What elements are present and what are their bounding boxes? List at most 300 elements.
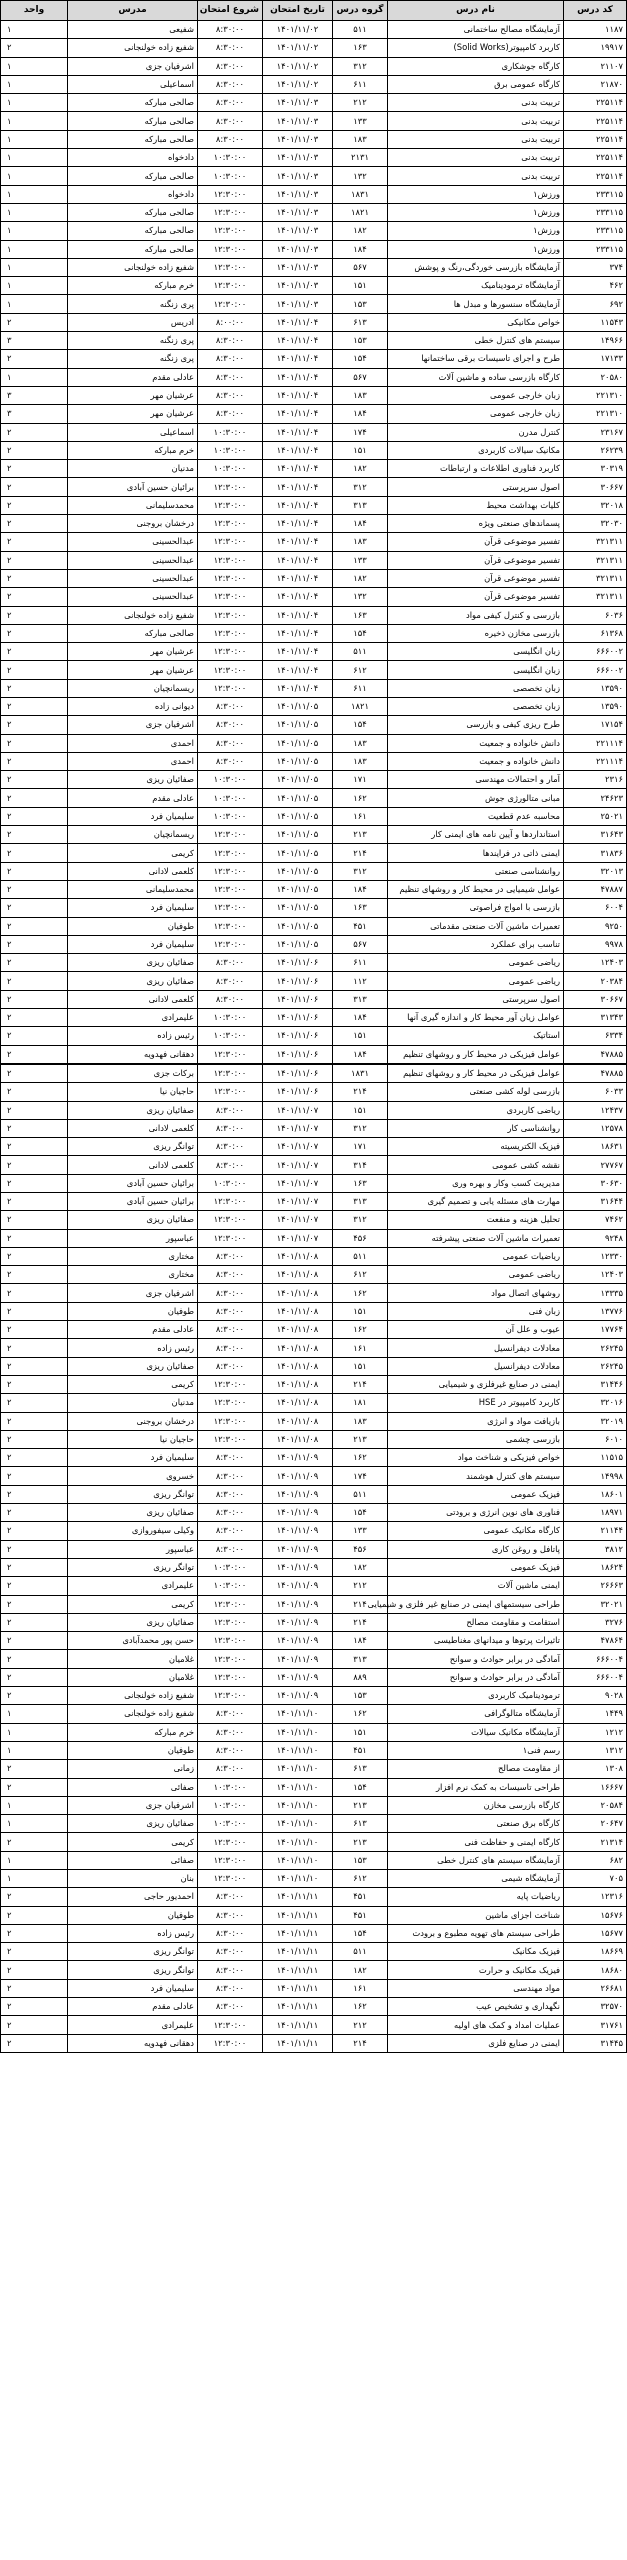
- exam-date-cell: ۱۴۰۱/۱۱/۰۸: [263, 1412, 333, 1430]
- unit-cell: ۱: [1, 1815, 68, 1833]
- teacher-cell: عادلی مقدم: [68, 368, 198, 386]
- course-group-cell: ۲۱۴: [333, 1595, 388, 1613]
- course-name-cell: نقشه کشی عمومی: [388, 1156, 564, 1174]
- unit-cell: ۲: [1, 1138, 68, 1156]
- teacher-cell: حاجیان نیا: [68, 1083, 198, 1101]
- unit-cell: ۱: [1, 130, 68, 148]
- teacher-cell: توانگر ریزی: [68, 1485, 198, 1503]
- course-group-cell: ۳۱۴: [333, 1156, 388, 1174]
- header-exam-date: تاریخ امتحان: [263, 1, 333, 21]
- exam-start-cell: ۱۲:۳۰:۰۰: [198, 1851, 263, 1869]
- course-code-cell: ۱۴۹۶۶: [564, 332, 627, 350]
- course-group-cell: ۱۵۳: [333, 1851, 388, 1869]
- exam-start-cell: ۸:۳۰:۰۰: [198, 1540, 263, 1558]
- unit-cell: ۱: [1, 1741, 68, 1759]
- unit-cell: ۲: [1, 1687, 68, 1705]
- course-code-cell: ۹۲۴۸: [564, 1229, 627, 1247]
- table-row: [1, 478, 627, 496]
- unit-cell: ۲: [1, 1211, 68, 1229]
- course-group-cell: ۱۷۱: [333, 1138, 388, 1156]
- teacher-cell: توانگر ریزی: [68, 1558, 198, 1576]
- header-unit: واحد: [1, 1, 68, 21]
- teacher-cell: کلعمی لادانی: [68, 1119, 198, 1137]
- course-name-cell: تفسیر موضوعی قرآن: [388, 551, 564, 569]
- course-group-cell: ۴۵۱: [333, 1741, 388, 1759]
- course-group-cell: ۱۶۳: [333, 39, 388, 57]
- exam-start-cell: ۸:۳۰:۰۰: [198, 972, 263, 990]
- teacher-cell: دهقانی فهدویه: [68, 2034, 198, 2052]
- exam-start-cell: ۱۰:۳۰:۰۰: [198, 1815, 263, 1833]
- table-row: [1, 1705, 627, 1723]
- exam-date-cell: ۱۴۰۱/۱۱/۰۸: [263, 1302, 333, 1320]
- exam-start-cell: ۱۲:۳۰:۰۰: [198, 496, 263, 514]
- course-name-cell: روشهای اتصال مواد: [388, 1284, 564, 1302]
- exam-date-cell: ۱۴۰۱/۱۱/۰۳: [263, 167, 333, 185]
- unit-cell: ۲: [1, 643, 68, 661]
- unit-cell: ۲: [1, 313, 68, 331]
- teacher-cell: کریمی: [68, 1375, 198, 1393]
- unit-cell: ۲: [1, 917, 68, 935]
- teacher-cell: بنان: [68, 1869, 198, 1887]
- course-code-cell: ۶۶۶۰۰۴: [564, 1650, 627, 1668]
- course-code-cell: ۲۷۷۶۷: [564, 1156, 627, 1174]
- course-code-cell: ۱۳۵۹۰: [564, 697, 627, 715]
- exam-start-cell: ۸:۳۰:۰۰: [198, 752, 263, 770]
- header-course-code: کد درس: [564, 1, 627, 21]
- exam-date-cell: ۱۴۰۱/۱۱/۱۰: [263, 1705, 333, 1723]
- course-group-cell: ۲۱۴: [333, 844, 388, 862]
- unit-cell: ۲: [1, 533, 68, 551]
- header-exam-start: شروع امتحان: [198, 1, 263, 21]
- teacher-cell: شفیع زاده خولنجانی: [68, 1687, 198, 1705]
- table-row: [1, 1668, 627, 1686]
- course-group-cell: ۱۶۱: [333, 807, 388, 825]
- course-name-cell: معادلات دیفرانسیل: [388, 1339, 564, 1357]
- exam-date-cell: ۱۴۰۱/۱۱/۰۴: [263, 624, 333, 642]
- exam-date-cell: ۱۴۰۱/۱۱/۰۴: [263, 606, 333, 624]
- table-row: [1, 1156, 627, 1174]
- course-group-cell: ۶۱۱: [333, 954, 388, 972]
- course-code-cell: ۱۲۳۱۶: [564, 1888, 627, 1906]
- table-row: [1, 1833, 627, 1851]
- exam-start-cell: ۱۲:۳۰:۰۰: [198, 185, 263, 203]
- course-name-cell: بازرسی لوله کشی صنعتی: [388, 1083, 564, 1101]
- course-group-cell: ۱۸۴: [333, 1632, 388, 1650]
- course-code-cell: ۳۰۶۳۰: [564, 1174, 627, 1192]
- course-name-cell: آمار و احتمالات مهندسی: [388, 771, 564, 789]
- exam-start-cell: ۱۰:۳۰:۰۰: [198, 441, 263, 459]
- course-name-cell: تربیت بدنی: [388, 112, 564, 130]
- exam-date-cell: ۱۴۰۱/۱۱/۰۹: [263, 1632, 333, 1650]
- unit-cell: ۲: [1, 1156, 68, 1174]
- course-name-cell: طراحی سیستم های تهویه مطبوع و برودت: [388, 1924, 564, 1942]
- teacher-cell: علیمرادی: [68, 2016, 198, 2034]
- exam-start-cell: ۸:۳۰:۰۰: [198, 1504, 263, 1522]
- exam-date-cell: ۱۴۰۱/۱۱/۰۶: [263, 954, 333, 972]
- course-code-cell: ۱۳۱۲: [564, 1741, 627, 1759]
- table-row: [1, 1138, 627, 1156]
- course-name-cell: بازرسی مخازن ذخیره: [388, 624, 564, 642]
- teacher-cell: وکیلی سیفوروازی: [68, 1522, 198, 1540]
- course-code-cell: ۲۶۲۴۵: [564, 1339, 627, 1357]
- exam-date-cell: ۱۴۰۱/۱۱/۰۷: [263, 1138, 333, 1156]
- exam-start-cell: ۸:۳۰:۰۰: [198, 112, 263, 130]
- course-name-cell: کاربرد فناوری اطلاعات و ارتباطات: [388, 460, 564, 478]
- course-code-cell: ۶۶۶۰۰۲: [564, 661, 627, 679]
- unit-cell: ۲: [1, 1412, 68, 1430]
- course-code-cell: ۶۶۶۰۰۴: [564, 1668, 627, 1686]
- course-name-cell: سیستم های کنترل خطی: [388, 332, 564, 350]
- unit-cell: ۱: [1, 295, 68, 313]
- course-group-cell: ۲۱۳: [333, 1430, 388, 1448]
- course-code-cell: ۲۲۱۳۱۰: [564, 386, 627, 404]
- course-name-cell: ایمنی در صنایع غیرفلزی و شیمیایی: [388, 1375, 564, 1393]
- teacher-cell: اسماعیلی: [68, 75, 198, 93]
- table-row: [1, 332, 627, 350]
- unit-cell: ۱: [1, 167, 68, 185]
- table-row: [1, 1851, 627, 1869]
- table-row: [1, 149, 627, 167]
- exam-date-cell: ۱۴۰۱/۱۱/۰۴: [263, 661, 333, 679]
- unit-cell: ۲: [1, 844, 68, 862]
- exam-date-cell: ۱۴۰۱/۱۱/۱۰: [263, 1869, 333, 1887]
- table-row: [1, 258, 627, 276]
- teacher-cell: برائیان حسین آبادی: [68, 1174, 198, 1192]
- course-code-cell: ۲۳۳۱۱۵: [564, 222, 627, 240]
- teacher-cell: شفیع زاده خولنجانی: [68, 1705, 198, 1723]
- course-group-cell: ۱۵۱: [333, 1027, 388, 1045]
- course-code-cell: ۱۴۴۹: [564, 1705, 627, 1723]
- unit-cell: ۲: [1, 569, 68, 587]
- course-group-cell: ۱۵۴: [333, 624, 388, 642]
- exam-date-cell: ۱۴۰۱/۱۱/۰۴: [263, 386, 333, 404]
- unit-cell: ۲: [1, 1577, 68, 1595]
- unit-cell: ۲: [1, 1558, 68, 1576]
- table-row: [1, 1430, 627, 1448]
- exam-start-cell: ۱۰:۳۰:۰۰: [198, 789, 263, 807]
- unit-cell: ۲: [1, 1504, 68, 1522]
- unit-cell: ۲: [1, 496, 68, 514]
- table-row: [1, 405, 627, 423]
- course-code-cell: ۱۸۶۲۴: [564, 1558, 627, 1576]
- course-name-cell: طرح ریزی کیفی و بازرسی: [388, 716, 564, 734]
- table-row: [1, 624, 627, 642]
- course-code-cell: ۱۲۵۷۸: [564, 1119, 627, 1137]
- course-group-cell: ۶۱۳: [333, 313, 388, 331]
- course-group-cell: ۱۸۴: [333, 240, 388, 258]
- course-code-cell: ۲۶۶۶۳: [564, 1577, 627, 1595]
- course-code-cell: ۶۹۲: [564, 295, 627, 313]
- course-code-cell: ۲۰۳۸۴: [564, 972, 627, 990]
- table-row: [1, 1943, 627, 1961]
- exam-date-cell: ۱۴۰۱/۱۱/۰۳: [263, 222, 333, 240]
- exam-start-cell: ۱۲:۳۰:۰۰: [198, 1229, 263, 1247]
- teacher-cell: پری زنگنه: [68, 332, 198, 350]
- unit-cell: ۲: [1, 1009, 68, 1027]
- table-row: [1, 2016, 627, 2034]
- unit-cell: ۲: [1, 515, 68, 533]
- course-name-cell: ورزش۱: [388, 222, 564, 240]
- table-row: [1, 2034, 627, 2052]
- course-name-cell: آمادگی در برابر حوادث و سوانح: [388, 1668, 564, 1686]
- course-group-cell: ۶۱۲: [333, 661, 388, 679]
- table-row: [1, 1357, 627, 1375]
- table-row: [1, 1412, 627, 1430]
- table-row: [1, 1778, 627, 1796]
- course-group-cell: ۴۵۶: [333, 1229, 388, 1247]
- exam-start-cell: ۸:۳۰:۰۰: [198, 39, 263, 57]
- table-row: [1, 460, 627, 478]
- course-group-cell: ۴۵۱: [333, 917, 388, 935]
- unit-cell: ۲: [1, 826, 68, 844]
- course-name-cell: بازرسی با امواج فراصوتی: [388, 899, 564, 917]
- teacher-cell: عبدالحسینی: [68, 551, 198, 569]
- exam-start-cell: ۸:۳۰:۰۰: [198, 1760, 263, 1778]
- course-name-cell: تحلیل هزینه و منفعت: [388, 1211, 564, 1229]
- exam-date-cell: ۱۴۰۱/۱۱/۰۷: [263, 1101, 333, 1119]
- teacher-cell: غلامیان: [68, 1668, 198, 1686]
- teacher-cell: کریمی: [68, 844, 198, 862]
- exam-date-cell: ۱۴۰۱/۱۱/۰۸: [263, 1321, 333, 1339]
- course-code-cell: ۲۲۱۱۱۴: [564, 734, 627, 752]
- table-row: [1, 21, 627, 39]
- course-code-cell: ۳۲۱۳۱۱: [564, 551, 627, 569]
- exam-date-cell: ۱۴۰۱/۱۱/۰۳: [263, 94, 333, 112]
- exam-date-cell: ۱۴۰۱/۱۱/۰۶: [263, 1045, 333, 1064]
- course-group-cell: ۱۵۴: [333, 716, 388, 734]
- exam-start-cell: ۸:۳۰:۰۰: [198, 1101, 263, 1119]
- course-group-cell: ۵۱۱: [333, 1943, 388, 1961]
- course-code-cell: ۱۸۹۷۱: [564, 1504, 627, 1522]
- table-row: [1, 1027, 627, 1045]
- course-name-cell: رسم فنی۱: [388, 1741, 564, 1759]
- table-row: [1, 917, 627, 935]
- table-row: [1, 75, 627, 93]
- exam-start-cell: ۱۲:۳۰:۰۰: [198, 277, 263, 295]
- teacher-cell: زمانی: [68, 1760, 198, 1778]
- exam-start-cell: ۱۰:۳۰:۰۰: [198, 807, 263, 825]
- course-code-cell: ۳۰۳۱۹: [564, 460, 627, 478]
- course-code-cell: ۱۹۹۱۷: [564, 39, 627, 57]
- unit-cell: ۲: [1, 1595, 68, 1613]
- course-group-cell: ۵۶۷: [333, 935, 388, 953]
- teacher-cell: صفائیان ریزی: [68, 1101, 198, 1119]
- exam-start-cell: ۱۲:۳۰:۰۰: [198, 551, 263, 569]
- table-row: [1, 1577, 627, 1595]
- teacher-cell: صفائیان ریزی: [68, 954, 198, 972]
- course-code-cell: ۳۱۶۴۴: [564, 1193, 627, 1211]
- teacher-cell: کریمی: [68, 1833, 198, 1851]
- teacher-cell: صفائیان ریزی: [68, 1504, 198, 1522]
- course-group-cell: ۳۱۲: [333, 1211, 388, 1229]
- exam-date-cell: ۱۴۰۱/۱۱/۰۷: [263, 1156, 333, 1174]
- course-name-cell: روانشناسی کار: [388, 1119, 564, 1137]
- unit-cell: ۲: [1, 661, 68, 679]
- course-name-cell: فیزیک عمومی: [388, 1485, 564, 1503]
- exam-date-cell: ۱۴۰۱/۱۱/۰۹: [263, 1485, 333, 1503]
- exam-date-cell: ۱۴۰۱/۱۱/۰۵: [263, 789, 333, 807]
- exam-start-cell: ۱۲:۳۰:۰۰: [198, 862, 263, 880]
- unit-cell: ۲: [1, 880, 68, 898]
- course-name-cell: آزمایشگاه متالوگرافی: [388, 1705, 564, 1723]
- course-code-cell: ۶۰۰۴: [564, 899, 627, 917]
- table-row: [1, 935, 627, 953]
- table-row: [1, 1302, 627, 1320]
- unit-cell: ۲: [1, 1924, 68, 1942]
- unit-cell: ۲: [1, 2034, 68, 2052]
- table-row: [1, 1193, 627, 1211]
- unit-cell: ۲: [1, 588, 68, 606]
- course-name-cell: خواص فیزیکی و شناخت مواد: [388, 1449, 564, 1467]
- course-code-cell: ۱۵۶۷۷: [564, 1924, 627, 1942]
- course-group-cell: ۱۸۱: [333, 1394, 388, 1412]
- course-group-cell: ۱۸۳: [333, 130, 388, 148]
- table-row: [1, 844, 627, 862]
- course-group-cell: ۱۸۳: [333, 734, 388, 752]
- course-group-cell: ۲۱۴: [333, 1083, 388, 1101]
- unit-cell: ۲: [1, 350, 68, 368]
- course-group-cell: ۶۱۲: [333, 1266, 388, 1284]
- exam-start-cell: ۱۲:۳۰:۰۰: [198, 643, 263, 661]
- exam-date-cell: ۱۴۰۱/۱۱/۱۱: [263, 1961, 333, 1979]
- course-name-cell: کلیات بهداشت محیط: [388, 496, 564, 514]
- course-group-cell: ۱۵۱: [333, 1302, 388, 1320]
- exam-start-cell: ۱۲:۳۰:۰۰: [198, 880, 263, 898]
- course-group-cell: ۲۱۲: [333, 1577, 388, 1595]
- exam-date-cell: ۱۴۰۱/۱۱/۰۴: [263, 679, 333, 697]
- exam-date-cell: ۱۴۰۱/۱۱/۰۴: [263, 423, 333, 441]
- course-group-cell: ۱۸۳: [333, 386, 388, 404]
- course-name-cell: تناسب برای عملکرد: [388, 935, 564, 953]
- course-group-cell: ۸۸۹: [333, 1668, 388, 1686]
- course-name-cell: پاتافل و روغن کاری: [388, 1540, 564, 1558]
- course-group-cell: ۶۱۳: [333, 1815, 388, 1833]
- unit-cell: ۲: [1, 1888, 68, 1906]
- exam-date-cell: ۱۴۰۱/۱۱/۰۸: [263, 1394, 333, 1412]
- course-code-cell: ۳۱۳۴۳: [564, 1009, 627, 1027]
- unit-cell: ۲: [1, 1540, 68, 1558]
- course-code-cell: ۲۱۱۴۴: [564, 1522, 627, 1540]
- table-row: [1, 752, 627, 770]
- course-name-cell: سیستم های کنترل هوشمند: [388, 1467, 564, 1485]
- exam-start-cell: ۱۲:۳۰:۰۰: [198, 1687, 263, 1705]
- teacher-cell: کلعمی لادانی: [68, 862, 198, 880]
- table-row: [1, 295, 627, 313]
- teacher-cell: ریسمانچیان: [68, 679, 198, 697]
- course-group-cell: ۴۵۱: [333, 1906, 388, 1924]
- table-row: [1, 1723, 627, 1741]
- course-code-cell: ۲۰۶۴۷: [564, 1815, 627, 1833]
- course-name-cell: تربیت بدنی: [388, 94, 564, 112]
- exam-start-cell: ۱۲:۳۰:۰۰: [198, 588, 263, 606]
- teacher-cell: احمدی: [68, 734, 198, 752]
- exam-start-cell: ۸:۳۰:۰۰: [198, 1522, 263, 1540]
- exam-date-cell: ۱۴۰۱/۱۱/۰۶: [263, 1009, 333, 1027]
- exam-date-cell: ۱۴۰۱/۱۱/۱۱: [263, 2016, 333, 2034]
- exam-start-cell: ۱۰:۳۰:۰۰: [198, 771, 263, 789]
- course-code-cell: ۳۱۴۴۵: [564, 2034, 627, 2052]
- unit-cell: ۳: [1, 405, 68, 423]
- course-name-cell: بازرسی چشمی: [388, 1430, 564, 1448]
- unit-cell: ۱: [1, 57, 68, 75]
- course-group-cell: ۱۸۳۱: [333, 185, 388, 203]
- teacher-cell: صالحی مبارکه: [68, 130, 198, 148]
- course-name-cell: آزمایشگاه سیستم های کنترل خطی: [388, 1851, 564, 1869]
- course-group-cell: ۳۱۳: [333, 1650, 388, 1668]
- exam-date-cell: ۱۴۰۱/۱۱/۱۱: [263, 1924, 333, 1942]
- table-row: [1, 1650, 627, 1668]
- exam-date-cell: ۱۴۰۱/۱۱/۰۳: [263, 277, 333, 295]
- teacher-cell: اشرفیان جزی: [68, 716, 198, 734]
- course-name-cell: ریاضی عمومی: [388, 1266, 564, 1284]
- unit-cell: ۲: [1, 679, 68, 697]
- exam-start-cell: ۸:۳۰:۰۰: [198, 1961, 263, 1979]
- course-group-cell: ۱۶۲: [333, 1321, 388, 1339]
- exam-date-cell: ۱۴۰۱/۱۱/۰۸: [263, 1266, 333, 1284]
- teacher-cell: عبدالحسینی: [68, 533, 198, 551]
- table-row: [1, 1924, 627, 1942]
- table-row: [1, 1998, 627, 2016]
- course-name-cell: تفسیر موضوعی قرآن: [388, 588, 564, 606]
- exam-start-cell: ۱۲:۳۰:۰۰: [198, 258, 263, 276]
- exam-start-cell: ۸:۳۰:۰۰: [198, 1943, 263, 1961]
- exam-start-cell: ۸:۳۰:۰۰: [198, 1485, 263, 1503]
- exam-start-cell: ۱۲:۳۰:۰۰: [198, 1668, 263, 1686]
- course-code-cell: ۱۷۷۶۴: [564, 1321, 627, 1339]
- course-name-cell: از مقاومت مصالح: [388, 1760, 564, 1778]
- unit-cell: ۲: [1, 1266, 68, 1284]
- exam-date-cell: ۱۴۰۱/۱۱/۰۴: [263, 332, 333, 350]
- exam-date-cell: ۱۴۰۱/۱۱/۰۵: [263, 862, 333, 880]
- teacher-cell: شفیع زاده خولنجانی: [68, 258, 198, 276]
- table-row: [1, 167, 627, 185]
- table-body: [1, 21, 627, 2053]
- exam-start-cell: ۱۲:۳۰:۰۰: [198, 2034, 263, 2052]
- unit-cell: ۲: [1, 606, 68, 624]
- teacher-cell: طوفیان: [68, 1302, 198, 1320]
- table-row: [1, 1632, 627, 1650]
- unit-cell: ۲: [1, 551, 68, 569]
- unit-cell: ۲: [1, 2016, 68, 2034]
- course-code-cell: ۳۸۱۲: [564, 1540, 627, 1558]
- unit-cell: ۲: [1, 1101, 68, 1119]
- teacher-cell: سلیمیان فرد: [68, 935, 198, 953]
- course-name-cell: محاسبه عدم قطعیت: [388, 807, 564, 825]
- exam-start-cell: ۱۲:۳۰:۰۰: [198, 240, 263, 258]
- exam-date-cell: ۱۴۰۱/۱۱/۱۱: [263, 1979, 333, 1997]
- exam-start-cell: ۱۰:۳۰:۰۰: [198, 1796, 263, 1814]
- course-name-cell: زبان فنی: [388, 1302, 564, 1320]
- exam-start-cell: ۱۲:۳۰:۰۰: [198, 1430, 263, 1448]
- exam-start-cell: ۱۲:۳۰:۰۰: [198, 295, 263, 313]
- course-code-cell: ۲۴۶۲۳: [564, 789, 627, 807]
- course-group-cell: ۵۱۱: [333, 1247, 388, 1265]
- exam-date-cell: ۱۴۰۱/۱۱/۰۸: [263, 1375, 333, 1393]
- unit-cell: ۱: [1, 112, 68, 130]
- unit-cell: ۲: [1, 478, 68, 496]
- course-group-cell: ۱۶۲: [333, 1449, 388, 1467]
- table-row: [1, 679, 627, 697]
- course-code-cell: ۲۱۸۷۰: [564, 75, 627, 93]
- course-group-cell: ۱۷۴: [333, 1467, 388, 1485]
- course-name-cell: ایمنی ماشین آلات: [388, 1577, 564, 1595]
- course-group-cell: ۲۱۳۱: [333, 149, 388, 167]
- exam-start-cell: ۱۲:۳۰:۰۰: [198, 899, 263, 917]
- unit-cell: ۲: [1, 1485, 68, 1503]
- course-code-cell: ۳۲۰۱۶: [564, 1394, 627, 1412]
- course-code-cell: ۶۰۱۰: [564, 1430, 627, 1448]
- course-code-cell: ۳۱۷۶۱: [564, 2016, 627, 2034]
